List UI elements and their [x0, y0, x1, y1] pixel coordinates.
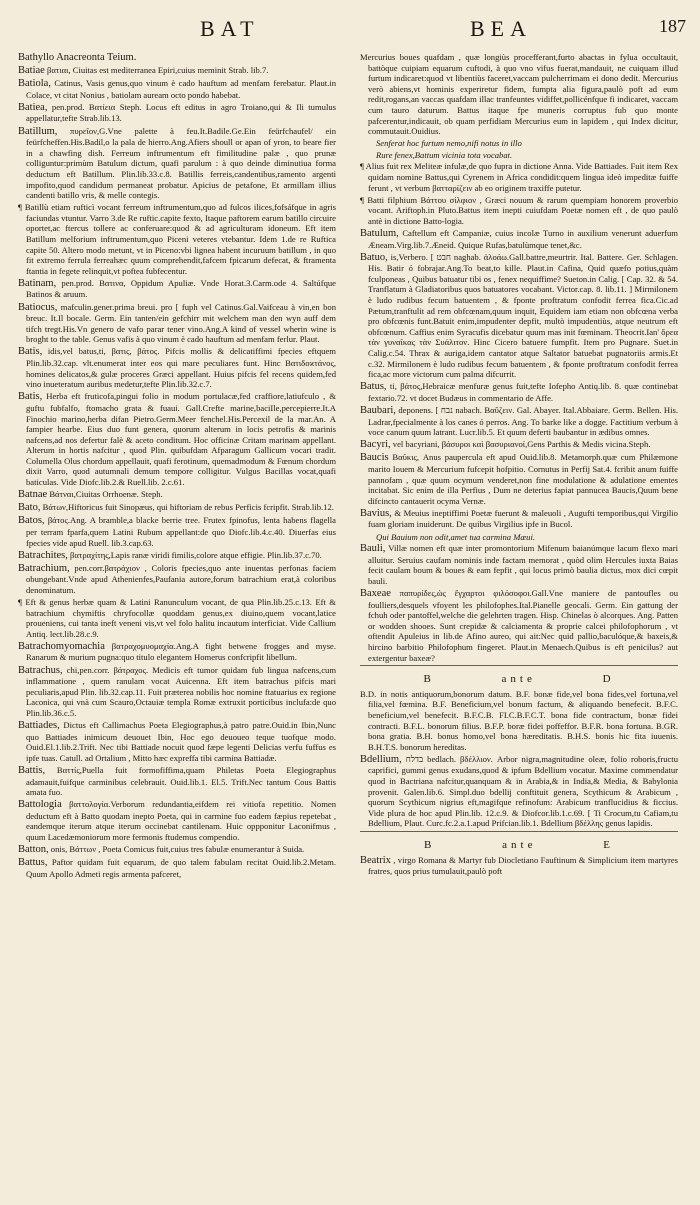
entry-headword: Bavius,: [360, 507, 392, 519]
entry-headword: Batiae: [18, 65, 45, 77]
entry-text: בדלח bedlach. βδέλλιον. Arbor nigra,magnitudine oleæ, folio roboris,fructu caprifici, gummi genus exudans,quod & ipfum Bdellium vocatur. Maxime commendatur quod in Bactriana nafcitur,quanquam & in Arabia,& in India,& Media, & Babylonia provenit. Galen.lib.6. Simpl.duo bdellij conftituit genera, Scythicum & Arabicum , quorum Scythicum nigrius eft,magifque refinofum: Arabicum tranflucidius & ficcius. Vide plura de hoc apud Plin.lib. 12.c.9. & Diofcor.lib.1.c.69. [ Ti Crocum,tu Cafiam,tu Bdellium, Plaut. Curc.fc.2.a.1.apud Prifcian.lib.1. Bdellium βδέλλης genus lapidis.: [368, 753, 678, 829]
entry-text: vel bacyriani, βάσυροι καὶ βασυριανοί,Gens Parthis & Medis vicina.Steph.: [392, 439, 651, 450]
entry-headword: Bdellium,: [360, 753, 402, 765]
entry-headword: Batus,: [360, 381, 387, 393]
entry-text: idis,vel batus,ti, βατις, βάτος. Pifcis mollis & delicatiffimi fpecies eftquem Plin.lib.32.cap. vlt.enumerat inter eos qui mare peculiares funt. Hinc Βατιδοϰτάνος, homines delicatos,& gulæ proceres Græci appellant. Huius pifcis fel recens quidem,fed vino inueteratum auribus medetur,tefte Plin.lib.32.c.7.: [26, 346, 336, 390]
header-middle-word: BEA: [470, 16, 532, 41]
entry-headword: Batos,: [18, 515, 45, 527]
dictionary-entry: [360, 543, 678, 586]
dictionary-entry: [360, 52, 678, 137]
entry-headword: Batis,: [18, 346, 43, 358]
dictionary-entry: [18, 665, 336, 719]
entry-text: , virgo Romana & Martyr fub Diocletiano Fauftinum & Simplicium item martyres fratres, quos prius tumulauit,paulò poft: [368, 854, 678, 877]
dictionary-entry: [18, 502, 336, 514]
entry-text: βάτος.Ang. A bramble,a blacke berrie tree. Frutex fpinofus, lenta habens flagella per terram fparfa,quem Latini Rubum appellant:de quo Diofc.lib.4.c.40. Diuerfas eius fpecies vide apud Ruell. lib.3.cap.63.: [26, 515, 336, 548]
dictionary-entry: [360, 228, 678, 250]
dictionary-entry: [360, 161, 678, 193]
entry-text: βατιαι, Ciuitas est mediterranea Epiri,cuius meminit Strab. lib.7.: [46, 65, 269, 76]
dictionary-entry: [360, 381, 678, 403]
section-rule: [360, 665, 678, 666]
section-word: ante: [501, 673, 536, 686]
entry-headword: Battus,: [18, 857, 48, 869]
entry-text: βαττολογία.Verborum redundantia,eifdem rei vitiofa repetitio. Nomen deductum eft à Batto quodam inepto Poeta, qui in carmine fuo eadem fæpius repetebat , eandemque iterum atque iterum occinebat cantilenam. Huic oppponitur Laconifmus , quum Lacedæmoniorum more fermonis ftudemus compendio.: [26, 799, 336, 842]
entry-text: ¶ Batti filphium Βάττου σίλφιον , Græci nouum & rarum quempiam honorem proverbio vocant. Ariftoph.in Pluto.Battus item inepti cuiufdam Poetæ nomen eft , de quo paulò antè in dictione Batto-logia.: [360, 194, 678, 226]
entry-headword: Batiea,: [18, 101, 48, 113]
entry-headword: Batrachium,: [18, 562, 70, 574]
entry-headword: Battis,: [18, 764, 46, 776]
dictionary-entry: [360, 405, 678, 438]
dictionary-entry: [18, 597, 336, 639]
dictionary-entry: [18, 52, 336, 64]
entry-headword: Batulum,: [360, 228, 399, 239]
entry-text: pen.prod. Βατινα, Oppidum Apuliæ. Vnde Horat.3.Carm.ode 4. Saltúfque Batinos & aruum.: [26, 277, 336, 300]
dictionary-entry: [18, 550, 336, 562]
dictionary-entry: [18, 563, 336, 596]
entry-text: Mercurius boues quafdam , quæ longiùs procefferant,furto abactas in fylua occultauit, battòque cuipiam equarum cuftodi, à quo vno vifus fuerat,mandauit, ne cuiquam illud furtum indicaret:quod vt libentiùs faceret,vaccam pulcherrimam ei dono dedit. Mercurius verò abiens,vt hominis experiretur fidem, fumpta alia figura,paulò poft ad eum redit,rogans,an vaccas quafdam illac tranfeuntes vidiffet,pollicénfque fi indicaret, vaccam cum tauro daturum. Battus itaque fpe muneris corruptus fub quo monte pafcerentur,indicauit, ob quam perfidiam Mercurius eum in lapidem , qui Index dicitur, commutauit.Ouidius.: [360, 52, 678, 137]
entry-text: βατραχομυομαχία.Ang.A fight betwene frogges and myse. Ranarum & murium pugna:quo titulo elegantem Homerus confcripfit libellum.: [26, 640, 336, 663]
section-letter: D: [602, 673, 615, 686]
entry-text: Herba eft fruticofa,pingui folio in modum portulacæ,fed craffiore,latiufculo , & guftu fubfalfo, ftomacho grata & fuaui. Gall.Crefte marine,baciIle,percepierre.It.A Finochio marino,herba difan Pietro.Germ.Meer fenchel.His.Percexil de la mar.An. A fampier hearbe. Eius duo funt genera, quorum alterum in locis petrofis & marinis nafcens,ad nos defertur falè & aceto conditum. Hoc officinæ Critam marinam appellant. Alterum in hortis nafcitur , quod Plin. quibufdam Afparagum Gallicum vocari tradit. Columella Olus chordum appellauit, quafi ferotinum, quemadmodum & Fœnum chordum dixit Varro, quod autumnali demum tempore colligitur. Vulgus Bacillas vocat,quafi baticulas. Vide Diofc.lib.2.& Ruell.lib. 2.c.61.: [26, 391, 336, 488]
entry-text: deponens. [ נבח nabach. Βαΰζειν. Gal. Abayer. Ital.Abbaiare. Germ. Bellen. His. Ladrar,fpecialmente à los canes ó perros. Ang. To barke like a dogge. Factitium verbum à voce canum quum latrant. Lucr.lib.5. Et quum deferti baubantur in ædibus omnes.: [368, 405, 679, 438]
right-column-entries: [360, 52, 678, 663]
section-heading-b-ante-e: [360, 840, 678, 851]
entry-headword: Batiola,: [18, 78, 51, 90]
entry-text: ¶ Alius fuit rex Meliteæ infulæ,de quo fupra in dictione Anna. Vide Battiades. Fuit item Rex quidam nomine Battus,qui Cyrenem in Africa condidit:quem lingua ideò impeditæ fuiffe ferunt , vt verbum βατταρίζειν ab eo originem traxiffe putetur.: [360, 161, 678, 193]
entry-text: βατραχίτης,Lapis ranæ viridi fimilis,colore atque effigie. Plin.lib.37.c.70.: [70, 549, 322, 560]
dictionary-entry: [360, 754, 678, 829]
entry-headword: Battologia: [18, 799, 62, 811]
dictionary-entry: [360, 195, 678, 227]
dictionary-entry: [18, 799, 336, 842]
section-heading-b-ante-d: [360, 674, 678, 685]
entry-headword: Bato,: [18, 502, 41, 514]
verse-quote: Qui Bauium non odit,amet tua carmina Mæui.: [376, 531, 535, 542]
verse-quote: Rure fenex,Battum vicinia tota vocabat.: [376, 149, 513, 160]
entry-text: ti, βάτος,Hebraicæ menfuræ genus fuit,tefte Iofepho Antiq.lib. 8. quæ continebat fextario.72. vt docet Budæus in commentario de Affe.: [368, 381, 678, 403]
entry-headword: Baucis: [360, 452, 389, 464]
entry-headword: Bacyri,: [360, 439, 391, 451]
dictionary-entry: [18, 641, 336, 663]
dictionary-entry: [360, 452, 678, 506]
entry-headword: Batillum,: [18, 125, 58, 137]
dictionary-entry: [360, 439, 678, 451]
dictionary-entry: [18, 720, 336, 763]
section-letter: E: [603, 838, 614, 851]
section-b-ante-d-entries: [360, 689, 678, 829]
dictionary-entry: [18, 515, 336, 548]
entry-headword: Batnae: [18, 489, 48, 501]
entry-headword: Batrachomyomachia: [18, 640, 105, 652]
section-letter: B: [424, 838, 436, 851]
entry-headword: Bathyllo Anacreonta Teium.: [18, 52, 137, 63]
entry-text: & Meuius ineptiffimi Poetæ fuerunt & maleuoli , Augufti temporibus,qui Virgilio fuam gloriam inuiderunt. De quibus Virgilius ipfe in Bucol.: [368, 507, 678, 530]
entry-text: Βαῦκις, Anus paupercula eft apud Ouid.lib.8. Metamorph.quæ cum Philæmone marito Iouem & Mercurium fufcepit hofpitio. Cornutus in Perfij Sat.4. fcribit anum fuiffe pannofam , quæ quum ocymum venderet,non fine modulatione & adulatione ementes incitabat. Sic enim de illa Perfius , Dum ne deterius fapiat pannucea Baucis,Quum bene difcincto cantauerit ocyma Vernæ.: [368, 452, 678, 506]
entry-headword: Batiocus,: [18, 301, 58, 313]
dictionary-entry: [18, 65, 336, 77]
entry-text: ¶ Batillù etiam rufticì vocant ferreum inftrumentum,quo ad fulcos ilices,fofsáfque in agris faciundas vtuntur. Varro 3.de Re ruftic.capite fexto, Itaque paftorem earum batillo circuire oportet,ac ftercus tollere ac conferuare:quod & ad agriculturam idoneum. Eft item Batillum melforium inftrumentum,quo Piceni veteres vtebantur. Idem 1.de re Ruftica capite 50. Altero modo metunt, vt in Piceno:vbi lignea habent incuruum batillum , in quo fit extremo ferrula ferreahæc quum comprehendit,fafcem fpicarum defecat, & ftramenta ftantia in fegete relinquit,vt poftea fubfecentur.: [18, 202, 336, 276]
dictionary-entry: [360, 508, 678, 530]
page-number: 187: [659, 16, 686, 36]
dictionary-entry: [18, 844, 336, 856]
header-left-word: BAT: [200, 16, 260, 41]
dictionary-entry: [18, 857, 336, 879]
dictionary-entry: [18, 489, 336, 501]
dictionary-entry: [18, 202, 336, 276]
dictionary-entry: [360, 252, 678, 380]
entry-text: is,Verbero. [ חבט naghab. ἀλοάω.Gall.battre,meurtrir. Ital. Battere. Ger. Schlagen. His. Batir ó fobrajar.Ang.To beat,to kille. Plaut.in Cafina, Quid quæfo potius,quàm fculponeas , Quibus batuatur tibi os , fenex nequiffime? Sueton.in Calig. [ Cap. 32. & 54. Tranflatum à Gladiatoribus quos batuatores vocabant. Victor.cap. 8. lib.11. ] Mirmilonem è ludo rudibus fecum batuentem , & fponte proftratum confodit ferrea fica.Cic.ad Pætum,tranftulit ad rem obfcœnam,quum inquit, Equidem iam etiam non obfcœna verba pro obfcœnis funt.Batuit enim,impudenter depfit, multò impudentiùs, atque neutrum eft obfcœnum. Caffius enim Syracufis dicebatur quum mas init fœminam. Theocrit.Ian' ὄρεα τὰν γυναῖκας τὰν Συάλιτον. Hinc Cicero batuere fumpfit. Item pro Pugnare. Suet.in Calig.c.54. Thrax & auriga,idem cantator atque Saltator batuebat pugnatoriis armis.Et c.32. Mirmilonem è ludo rudibus fecum batuentem , & fponte proftratum confodit ferrea fica,ac more victorum cum palma difcurrit.: [368, 251, 678, 380]
entry-text: Βάτων,Hiftoricus fuit Sinopæus, qui hiftoriam de rebus Perficis fcripfit. Strab.lib.12.: [42, 502, 334, 513]
entry-headword: Batinam,: [18, 277, 57, 289]
dictionary-entry: [360, 689, 678, 753]
section-rule: [360, 831, 678, 832]
section-b-ante-e-entries: [360, 855, 678, 877]
entry-text: παπυρίδες,ὡς ἔγχαρτοι φιλόσοφοι.Gall.Vne maniere de pantoufles ou foulliers,desquels vfoyent les philofophes.Ital.Pianelle geocali. Germ. Ein gattung der fchuh oder pantoffel,welche die gelehrten tragen. Hisp. Chinelas ò alcorques. Ang. Patten or wodden shooes. Sunt crepidæ & calciamenta & proprie calcei philofophorum , vt oftendit Apuleius in lib.de Afino aureo, qui ait:Nec quid pallio,baculóque,& baxeis,& hircino barbitio Philofophum fingeret. Plaut.in Menaech.Quibus is eft penicilus? aut extergentur baxeæ?: [368, 588, 678, 663]
entry-headword: Baxeae: [360, 588, 391, 599]
entry-text: pen.prod. Βατίεια Steph. Locus eft editus in agro Troiano,qui & Ili tumulus appellatur,tefte Strab.lib.13.: [26, 101, 336, 124]
dictionary-entry: [18, 765, 336, 798]
entry-headword: Batis,: [18, 391, 43, 403]
right-column: [360, 52, 678, 878]
entry-text: B.D. in notis antiquorum,bonorum datum. B.F. bonæ fide,vel bona fides,vel fortuna,vel filia,vel fœmina. B.F. Beneficium,vel bonum factum, & aliquando benefecit. B.F.C. beneficium,vel benefecit. B.F.C.B. FI.C.B.F.C.T. bona fide contractum, bonæ fidei contracti. B.F.L. bonorum filius. B.F.P. boræ fidei poffeffor. B.F.R. bona fortuna. B.GR. bona gratia. B.H. bonus homo,vel bona hæreditatis. B.H.S. bonis hic fita iuuenis. B.H.T.S. bonorum hereditas.: [360, 688, 678, 752]
dictionary-entry: [18, 102, 336, 124]
entry-headword: Batrachites,: [18, 549, 68, 561]
entry-headword: Bauli,: [360, 543, 386, 555]
entry-text: pen.corr.βατράχιον , Coloris fpecies,quo ante inuentas perfonas faciem obungebant.Vnde apud Athenienfes,Paufania autore,forum batrachium erat,à coloribus denominatum.: [26, 562, 337, 595]
entry-text: chi,pen.corr. βάτραχος. Medicis eft tumor quidam fub lingua nafcens,cum inflammatione , quem ranulam vocat Auicenna. Eft item batrachus pifcis mari peculiaris,apud Plin. lib.32.cap.11. Fuit præterea nobilis hoc nomine ftatuarius ex regione Laconica, qui vnà cum Scauro,Octauiæ templa Romæ extruxit porticibus inclufa:de quo Plin.lib.36.c.5.: [26, 664, 337, 718]
left-column: [18, 52, 336, 881]
dictionary-entry: [18, 126, 336, 201]
dictionary-entry: [18, 78, 336, 100]
entry-text: Catinus, Vasis genus,quo vinum è cado hauftum ad menfam ferebatur. Plaut.in Colace, vt citat Nonius , batiolam auream octo pondo habebat.: [26, 78, 336, 100]
entry-text: ¶ Eft & genus herbæ quam & Latini Ranunculum vocant, de qua Plin.lib.25.c.13. Eft & batrachium chymiftis chryfocollæ quoddam genus,ex diuino,quem vocant,latice proueniens, cui tanta ineft veneni vis,vt vel folo halitu incautum interficiat. Vide Callium Antiq. lect.lib.28.c.9.: [18, 597, 336, 639]
entry-headword: Batrachus,: [18, 664, 63, 676]
entry-headword: Battiades,: [18, 720, 60, 732]
entry-text: Villæ nomen eft quæ inter promontorium Mifenum baianúmque lacum flexo mari alluitur. Seruius caufam nominis inde factam memorat , quòd olim Hercules iuxta Baias fecit caulam boum & boues & eam fepfit , qui locus primò baulia dictus, mox dici cœpit bauli.: [368, 543, 678, 586]
entry-text: πυρεῖον,G.Vne palette à feu.It.Badile.Ge.Ein feürfchaufel/ ein feürfcheffen.His.Badil,o la pala de hierro.Ang.Afiers shoull or apan of yron, to beare fier in a chawfing dish. Ferreum inftrumentum eft fimilitudine palæ , quo prunæ colliguntur:primùm Batulum dictum, quafi parulum : à quo deinde diminutiua forma deductum eft Batillum. Plin.lib.33.c.8. Batillis ferreis,candentibus,ramento argenti impofito,quod candidum permaneat probatur. Apicius de petafone, Et armillam illius candenti batillo vris, & melle contegis.: [26, 125, 336, 201]
entry-headword: Baubari,: [360, 405, 396, 416]
dictionary-entry: [360, 855, 678, 877]
dictionary-entry: [18, 302, 336, 345]
section-word: ante: [502, 838, 537, 851]
dictionary-entry: [18, 391, 336, 487]
entry-text: Dictus eft Callimachus Poeta Elegiographus,à patro patre.Ouid.in Ibin,Nunc quo Battiades inimicum deuouet Ibin, Hoc ego deuoueo teque tuofque modo. Ouid.El.1.lib.2.Trift. Nec tibi Battiade nocuit quod fæpe legenti Delicias verfu fuffus es ipfe tuas. Catull. ad Ortalium , Mitto hæc expreffa tibi carmina Battiadæ.: [26, 720, 336, 763]
entry-text: onis, Βάττων , Poeta Comicus fuit,cuius tres fabulæ enumerantur à Suida.: [50, 844, 305, 855]
entry-headword: Batton,: [18, 844, 49, 856]
entry-headword: Beatrix: [360, 854, 391, 866]
entry-text: mafculin.gener.prima breui. pro [ fuph vel Catinus.Gal.Vaifceau à vin,en bon breuc. It.Il bocale. Germ. Ein tanten/ein gefchirr mit welchem man den wyn auff dem tifch tregt.His.Vn genero de vafo parar tener vino.Ang.A kind of vessel wherin wine is broght to the table. Genus vafis à quo vinum è cado hauftum ad menfam ferlur. Plaut.: [26, 301, 336, 345]
dictionary-entry: [18, 278, 336, 300]
entry-text: Paftor quidam fuit equarum, de quo talem fabulam recitat Ouid.lib.2.Metam. Quum Apollo Admeti regis armenta pafceret,: [26, 857, 336, 879]
entry-text: Βάτναι,Ciuitas Orrhoenæ. Steph.: [49, 489, 163, 500]
entry-text: Βαττίς,Puella fuit formofiffima,quam Philetas Poeta Elegiographus adamauit,fuifque carminibus celebrauit. Ouid.lib.1. El.5. Trift.Nec tantum Cous Battis amata fuo.: [26, 764, 336, 798]
section-letter: B: [423, 673, 435, 686]
running-header: [0, 10, 700, 50]
dictionary-entry: [360, 588, 678, 663]
entry-text: Caftellum eft Campaniæ, cuius incolæ Turno in auxilium venerunt aduerfum Æneam.Virg.lib.7.Æneid. Quique Rufas,batulùmque tenet,&c.: [368, 228, 678, 250]
dictionary-entry: [18, 346, 336, 389]
verse-quote: Senferat hoc furtum nemo,nifi notus in illo: [376, 138, 522, 149]
entry-headword: Batuo,: [360, 251, 388, 263]
